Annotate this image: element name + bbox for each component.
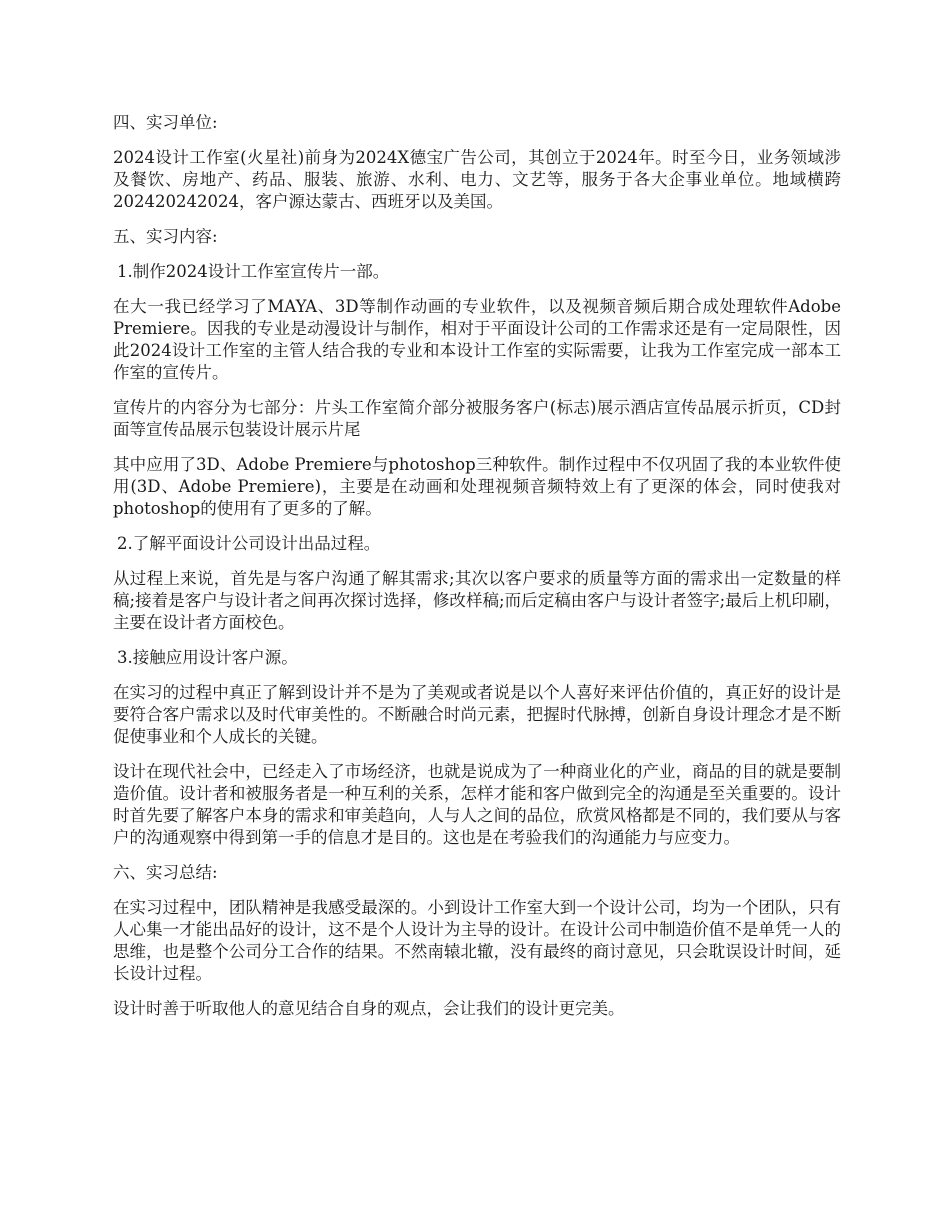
paragraph-closing: 设计时善于听取他人的意见结合自身的观点，会让我们的设计更完美。	[113, 999, 625, 1018]
list-item-design-process: 2.了解平面设计公司设计出品过程。	[117, 534, 381, 553]
section-heading-internship-unit: 四、实习单位:	[113, 113, 218, 132]
list-item-promo-video: 1.制作2024设计工作室宣传片一部。	[117, 262, 390, 281]
paragraph-promo-software: 其中应用了3D、Adobe Premiere与photoshop三种软件。制作过程中不仅巩固了我的本业软件使用(3D、Adobe Premiere)，主要是在动画和处理视频音频特效上有了更深的体会，同时使我对photoshop的使用有了更多的了解。	[113, 455, 841, 518]
paragraph-promo-structure: 宣传片的内容分为七部分：片头工作室简介部分被服务客户(标志)展示酒店宣传品展示折页，CD封面等宣传品展示包装设计展示片尾	[113, 398, 841, 439]
section-heading-internship-content: 五、实习内容:	[113, 227, 218, 246]
section-heading-internship-summary: 六、实习总结:	[113, 863, 218, 882]
paragraph-company-intro: 2024设计工作室(火星社)前身为2024X德宝广告公司，其创立于2024年。时至今日，业务领域涉及餐饮、房地产、药品、服装、旅游、水利、电力、文艺等，服务于各大企事业单位。地域横跨202420242024，客户源达蒙古、西班牙以及美国。	[113, 148, 841, 211]
document-page	[113, 112, 841, 1033]
paragraph-design-value: 在实习的过程中真正了解到设计并不是为了美观或者说是以个人喜好来评估价值的，真正好的设计是要符合客户需求以及时代审美性的。不断融合时尚元素，把握时代脉搏，创新自身设计理念才是不断促使事业和个人成长的关键。	[113, 683, 841, 746]
paragraph-team-spirit: 在实习过程中，团队精神是我感受最深的。小到设计工作室大到一个设计公司，均为一个团队，只有人心集一才能出品好的设计，这不是个人设计为主导的设计。在设计公司中制造价值不是单凭一人的思维，也是整个公司分工合作的结果。不然南辕北辙，没有最终的商讨意见，只会耽误设计时间，延长设计过程。	[113, 898, 841, 983]
paragraph-promo-background: 在大一我已经学习了MAYA、3D等制作动画的专业软件，以及视频音频后期合成处理软件Adobe Premiere。因我的专业是动漫设计与制作，相对于平面设计公司的工作需求还是有一定局限性，因此2024设计工作室的主管人结合我的专业和本设计工作室的实际需要，让我为工作室完成一部本工作室的宣传片。	[113, 297, 841, 382]
paragraph-market-economy: 设计在现代社会中，已经走入了市场经济，也就是说成为了一种商业化的产业，商品的目的就是要制造价值。设计者和被服务者是一种互利的关系，怎样才能和客户做到完全的沟通是至关重要的。设计时首先要了解客户本身的需求和审美趋向，人与人之间的品位，欣赏风格都是不同的，我们要从与客户的沟通观察中得到第一手的信息才是目的。这也是在考验我们的沟通能力与应变力。	[113, 762, 841, 847]
paragraph-design-process: 从过程上来说，首先是与客户沟通了解其需求;其次以客户要求的质量等方面的需求出一定数量的样稿;接着是客户与设计者之间再次探讨选择，修改样稿;而后定稿由客户与设计者签字;最后上机印刷，主要在设计者方面校色。	[113, 569, 841, 632]
list-item-client-source: 3.接触应用设计客户源。	[117, 648, 298, 667]
